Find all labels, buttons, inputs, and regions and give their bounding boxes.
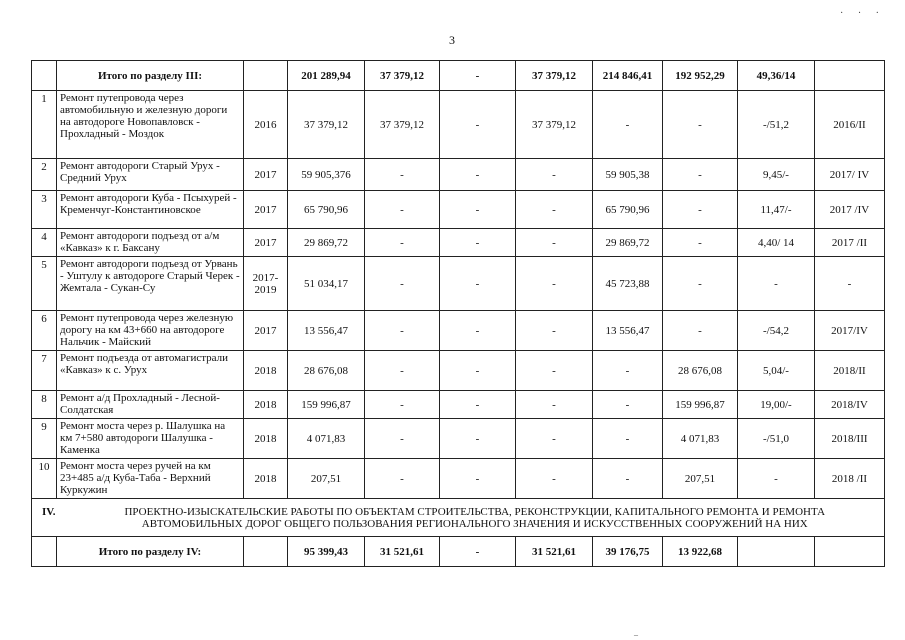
total-year — [244, 61, 288, 91]
table-row — [32, 257, 885, 311]
cell-c7: -/51,0 — [738, 419, 815, 459]
object-name: Ремонт подъезда от автомагистрали «Кавказ» к с. Урух — [57, 351, 244, 391]
object-name: Ремонт моста через р. Шалушка на км 7+580 автодороги Шалушка - Каменка — [57, 419, 244, 459]
cell-c7: -/54,2 — [738, 311, 815, 351]
cell-c2: - — [365, 229, 440, 257]
table-row — [32, 391, 885, 419]
cell-year: 2018 — [244, 391, 288, 419]
cell-year: 2017 — [244, 191, 288, 229]
cell-c8: 2016/II — [815, 91, 885, 159]
cell-c5: - — [593, 351, 663, 391]
cell-c2: - — [365, 191, 440, 229]
cell-c8: 2017 /II — [815, 229, 885, 257]
total-c7 — [738, 537, 815, 567]
cell-c1: 59 905,376 — [288, 159, 365, 191]
cell-c1: 13 556,47 — [288, 311, 365, 351]
cell-c1: 4 071,83 — [288, 419, 365, 459]
total-c3: - — [440, 61, 516, 91]
cell-c6: 4 071,83 — [663, 419, 738, 459]
cell-year: 2018 — [244, 459, 288, 499]
cell-year: 2016 — [244, 91, 288, 159]
total-c5: 214 846,41 — [593, 61, 663, 91]
total-row-section-iii — [32, 61, 885, 91]
cell-c5: 13 556,47 — [593, 311, 663, 351]
cell-c6: - — [663, 91, 738, 159]
cell-year: 2017-2019 — [244, 257, 288, 311]
row-number: 10 — [32, 459, 57, 499]
table-row — [32, 311, 885, 351]
cell-c2: - — [365, 351, 440, 391]
total-num-cell — [32, 61, 57, 91]
cell-c8: 2017 /IV — [815, 191, 885, 229]
cell-c8: 2018/III — [815, 419, 885, 459]
total-c1: 95 399,43 — [288, 537, 365, 567]
cell-c3: - — [440, 191, 516, 229]
cell-c6: - — [663, 229, 738, 257]
object-name: Ремонт автодороги Старый Урух - Средний Урух — [57, 159, 244, 191]
total-c5: 39 176,75 — [593, 537, 663, 567]
cell-c6: - — [663, 191, 738, 229]
object-name: Ремонт путепровода через автомобильную и железную дороги на автодороге Новопавловск - Прохладный - Моздок — [57, 91, 244, 159]
cell-c6: - — [663, 159, 738, 191]
cell-c4: - — [516, 229, 593, 257]
cell-c4: 37 379,12 — [516, 91, 593, 159]
total-num-cell — [32, 537, 57, 567]
cell-c2: - — [365, 391, 440, 419]
object-name: Ремонт автодороги Куба - Псыхурей - Кременчуг-Константиновское — [57, 191, 244, 229]
cell-c1: 65 790,96 — [288, 191, 365, 229]
cell-c6: 159 996,87 — [663, 391, 738, 419]
total-c8 — [815, 61, 885, 91]
object-name: Ремонт а/д Прохладный - Лесной-Солдатская — [57, 391, 244, 419]
cell-c8: 2018/IV — [815, 391, 885, 419]
row-number: 7 — [32, 351, 57, 391]
cell-c2: - — [365, 311, 440, 351]
total-c7: 49,36/14 — [738, 61, 815, 91]
cell-c8: 2017/ IV — [815, 159, 885, 191]
total-label: Итого по разделу III: — [57, 61, 244, 91]
roads-table — [31, 60, 885, 567]
cell-c3: - — [440, 229, 516, 257]
cell-c5: 65 790,96 — [593, 191, 663, 229]
section-iv-title: ПРОЕКТНО-ИЗЫСКАТЕЛЬСКИЕ РАБОТЫ ПО ОБЪЕКТАМ СТРОИТЕЛЬСТВА, РЕКОНСТРУКЦИИ, КАПИТАЛЬНОГО РЕМОНТА И РЕМОНТА АВТОМОБИЛЬНЫХ ДОРОГ ОБЩЕГО ПОЛЬЗОВАНИЯ РЕГИОНАЛЬНОГО ЗНАЧЕНИЯ И ИСКУССТВЕННЫХ СООРУЖЕНИЙ НА НИХ — [124, 505, 826, 530]
row-number: 8 — [32, 391, 57, 419]
row-number: 9 — [32, 419, 57, 459]
cell-year: 2017 — [244, 311, 288, 351]
cell-c1: 29 869,72 — [288, 229, 365, 257]
total-c8 — [815, 537, 885, 567]
cell-year: 2017 — [244, 229, 288, 257]
cell-c6: - — [663, 257, 738, 311]
cell-c3: - — [440, 311, 516, 351]
cell-c3: - — [440, 391, 516, 419]
cell-c4: - — [516, 191, 593, 229]
cell-c6: 28 676,08 — [663, 351, 738, 391]
cell-c7: 5,04/- — [738, 351, 815, 391]
total-year — [244, 537, 288, 567]
total-c2: 31 521,61 — [365, 537, 440, 567]
cell-c4: - — [516, 459, 593, 499]
cell-c3: - — [440, 351, 516, 391]
cell-c7: -/51,2 — [738, 91, 815, 159]
cell-c2: 37 379,12 — [365, 91, 440, 159]
table-row — [32, 191, 885, 229]
cell-c1: 37 379,12 — [288, 91, 365, 159]
cell-c7: 4,40/ 14 — [738, 229, 815, 257]
cell-c4: - — [516, 391, 593, 419]
page-number: 3 — [449, 33, 455, 47]
total-c1: 201 289,94 — [288, 61, 365, 91]
cell-c7: - — [738, 257, 815, 311]
cell-year: 2018 — [244, 351, 288, 391]
cell-c8: 2018/II — [815, 351, 885, 391]
cell-c7: 11,47/- — [738, 191, 815, 229]
total-c6: 13 922,68 — [663, 537, 738, 567]
row-number: 5 — [32, 257, 57, 311]
cell-c1: 207,51 — [288, 459, 365, 499]
cell-c3: - — [440, 159, 516, 191]
cell-c5: - — [593, 459, 663, 499]
object-name: Ремонт автодороги подъезд от Урвань - Уштулу к автодороге Старый Черек - Жемтала - Сукан-Су — [57, 257, 244, 311]
cell-c8: - — [815, 257, 885, 311]
total-row-section-iv — [32, 537, 885, 567]
table-row — [32, 459, 885, 499]
object-name: Ремонт автодороги подъезд от а/м «Кавказ» к г. Баксану — [57, 229, 244, 257]
cell-c7: 9,45/- — [738, 159, 815, 191]
cell-year: 2017 — [244, 159, 288, 191]
cell-c7: - — [738, 459, 815, 499]
object-name: Ремонт путепровода через железную дорогу на км 43+660 на автодороге Нальчик - Майский — [57, 311, 244, 351]
cell-c6: - — [663, 311, 738, 351]
total-label: Итого по разделу IV: — [57, 537, 244, 567]
cell-c4: - — [516, 351, 593, 391]
row-number: 1 — [32, 91, 57, 159]
cell-c2: - — [365, 459, 440, 499]
table-row — [32, 351, 885, 391]
cell-c3: - — [440, 459, 516, 499]
total-c6: 192 952,29 — [663, 61, 738, 91]
table-row — [32, 91, 885, 159]
cell-c5: - — [593, 91, 663, 159]
table-row — [32, 419, 885, 459]
total-c4: 31 521,61 — [516, 537, 593, 567]
section-iv-cell — [32, 499, 885, 537]
cell-c6: 207,51 — [663, 459, 738, 499]
cell-c4: - — [516, 311, 593, 351]
bottom-mark: – — [634, 630, 638, 639]
cell-year: 2018 — [244, 419, 288, 459]
total-c3: - — [440, 537, 516, 567]
cell-c7: 19,00/- — [738, 391, 815, 419]
row-number: 2 — [32, 159, 57, 191]
cell-c5: - — [593, 391, 663, 419]
row-number: 4 — [32, 229, 57, 257]
object-name: Ремонт моста через ручей на км 23+485 а/д Куба-Таба - Верхний Куркужин — [57, 459, 244, 499]
cell-c5: - — [593, 419, 663, 459]
row-number: 6 — [32, 311, 57, 351]
table-row — [32, 159, 885, 191]
section-iv-header — [32, 499, 885, 537]
cell-c2: - — [365, 159, 440, 191]
cell-c4: - — [516, 419, 593, 459]
cell-c8: 2017/IV — [815, 311, 885, 351]
cell-c5: 45 723,88 — [593, 257, 663, 311]
table-row — [32, 229, 885, 257]
total-c2: 37 379,12 — [365, 61, 440, 91]
cell-c4: - — [516, 159, 593, 191]
cell-c4: - — [516, 257, 593, 311]
cell-c3: - — [440, 91, 516, 159]
cell-c1: 28 676,08 — [288, 351, 365, 391]
cell-c2: - — [365, 419, 440, 459]
cell-c5: 29 869,72 — [593, 229, 663, 257]
cell-c5: 59 905,38 — [593, 159, 663, 191]
row-number: 3 — [32, 191, 57, 229]
cell-c2: - — [365, 257, 440, 311]
section-iv-number: IV. — [42, 505, 56, 518]
corner-marks: · · · — [840, 8, 885, 19]
cell-c3: - — [440, 257, 516, 311]
cell-c3: - — [440, 419, 516, 459]
total-c4: 37 379,12 — [516, 61, 593, 91]
cell-c1: 159 996,87 — [288, 391, 365, 419]
cell-c8: 2018 /II — [815, 459, 885, 499]
table-body — [32, 61, 885, 499]
cell-c1: 51 034,17 — [288, 257, 365, 311]
